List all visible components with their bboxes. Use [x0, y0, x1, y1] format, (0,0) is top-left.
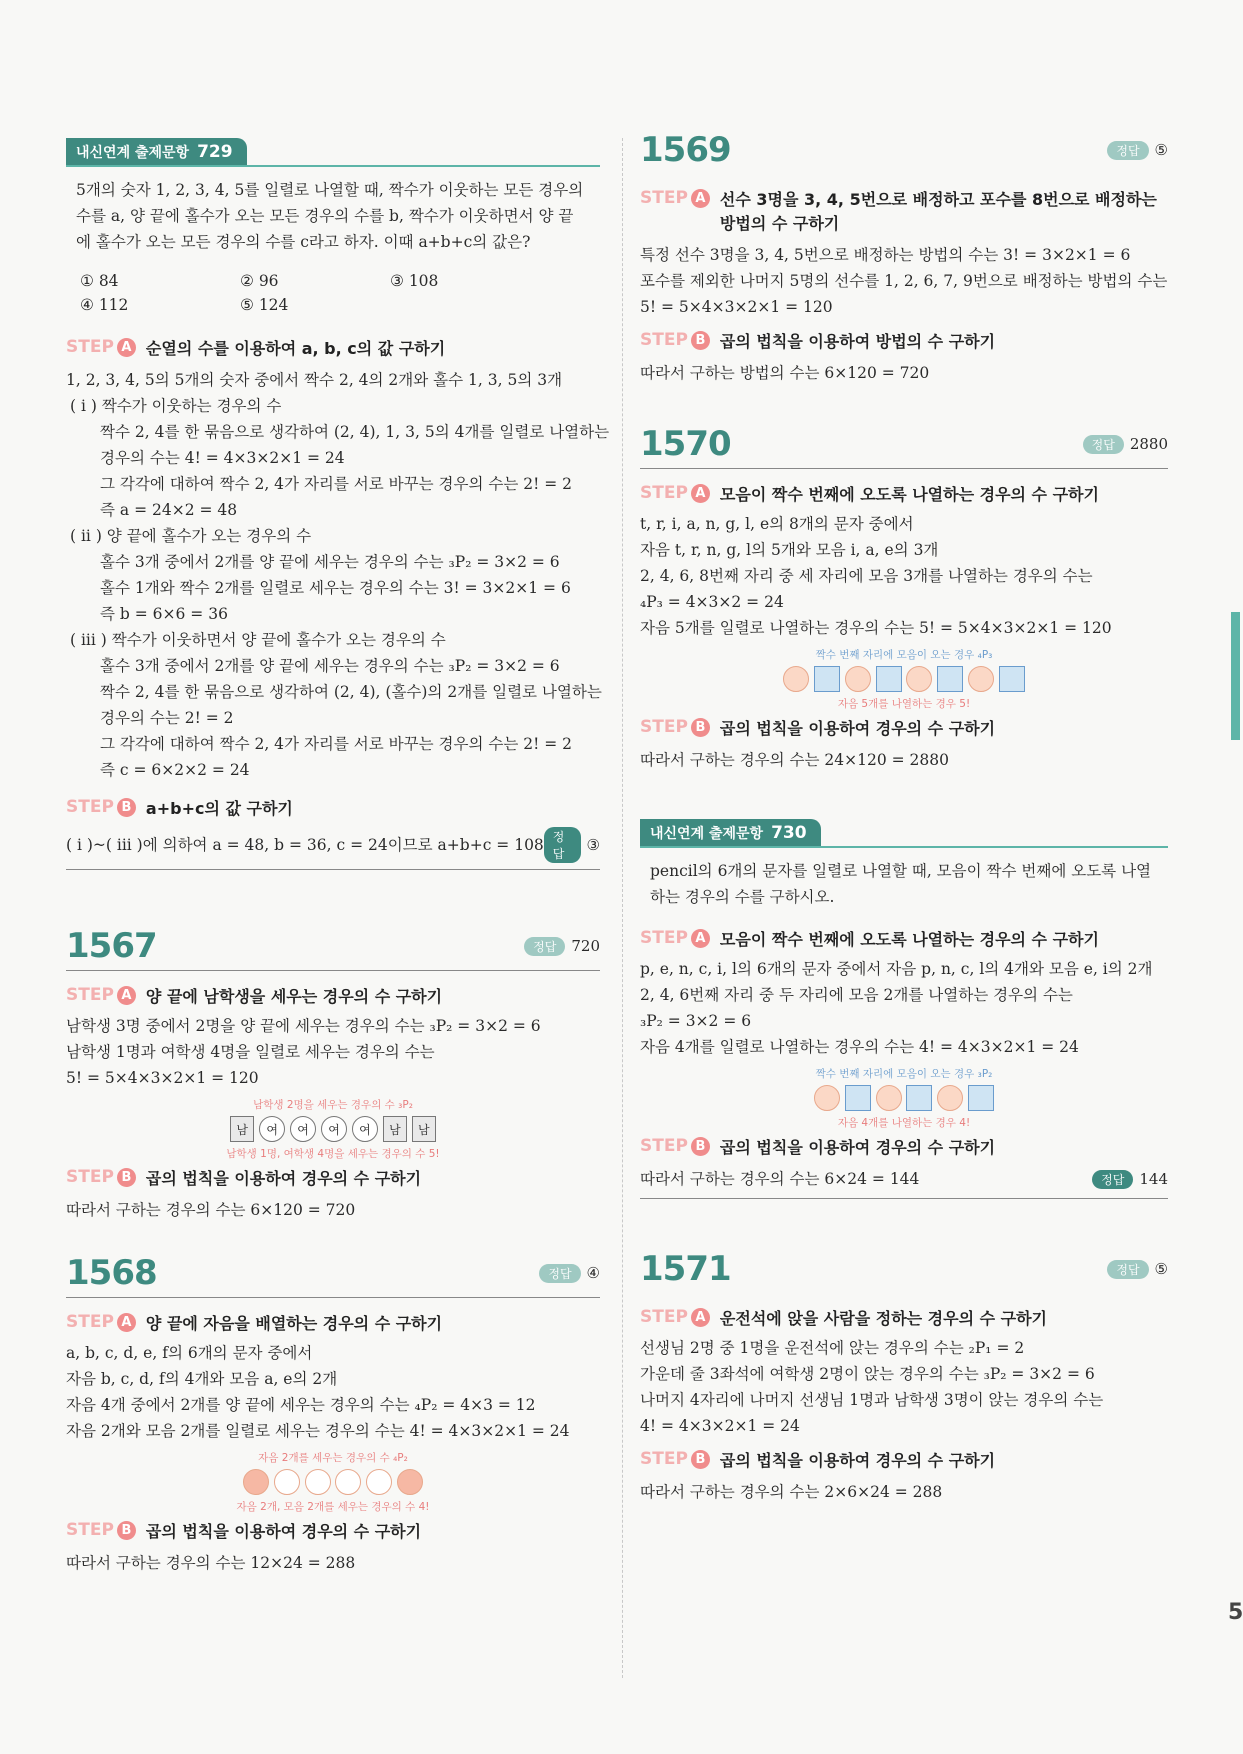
problem-number: 1567	[66, 926, 157, 966]
solution-line: 짝수 2, 4를 한 묶음으로 생각하여 (2, 4), 1, 3, 5의 4개를 일렬로 나열하는	[100, 423, 610, 441]
step-b-title: 곱의 법칙을 이용하여 방법의 수 구하기	[719, 332, 996, 351]
case-heading: ( i ) 짝수가 이웃하는 경우의 수	[70, 397, 282, 415]
solution-body	[640, 956, 1168, 1060]
choice-1: ① 84	[80, 272, 119, 290]
badge-number: 729	[197, 142, 233, 162]
question-line: 에 홀수가 오는 모든 경우의 수를 c라고 하자. 이때 a+b+c의 값은?	[76, 233, 531, 251]
solution-line: 짝수 2, 4를 한 묶음으로 생각하여 (2, 4), (홀수)의 2개를 일렬로 나열하는	[100, 683, 602, 701]
solution-line: 남학생 3명 중에서 2명을 양 끝에 세우는 경우의 수는 ₃P₂ = 3×2 = 6	[66, 1017, 541, 1035]
question-729-header	[66, 138, 600, 167]
problem-number: 1569	[640, 130, 731, 170]
step-b-label: STEP B	[640, 717, 710, 737]
step-b-label: STEP B	[640, 1136, 710, 1156]
answer-value: ⑤	[1154, 1260, 1168, 1278]
answer-pill: 정답	[539, 1264, 580, 1283]
step-circle: B	[691, 1137, 710, 1156]
answer	[524, 937, 600, 956]
diagram-caption-bottom: 자음 5개를 나열하는 경우 5!	[837, 698, 971, 710]
slot-circle	[366, 1469, 392, 1495]
answer-pill: 정답	[1107, 141, 1148, 160]
step-circle: B	[691, 1450, 710, 1469]
step-b-title: 곱의 법칙을 이용하여 경우의 수 구하기	[719, 1138, 996, 1157]
slot-circle	[305, 1469, 331, 1495]
step-b-label: STEP B	[640, 1449, 710, 1469]
diagram-caption-top: 남학생 2명을 세우는 경우의 수 ₃P₂	[253, 1099, 413, 1111]
step-b-title: 곱의 법칙을 이용하여 경우의 수 구하기	[145, 1522, 422, 1541]
left-column	[66, 138, 610, 1576]
problem-1569	[640, 130, 1168, 386]
step-b	[66, 1167, 600, 1191]
problem-1571	[640, 1249, 1168, 1505]
solution-line: 즉 b = 6×6 = 36	[100, 605, 228, 623]
step-b	[66, 797, 600, 821]
answer-value: 2880	[1129, 435, 1168, 453]
girl-circle: 여	[321, 1116, 347, 1142]
solution-line: 특정 선수 3명을 3, 4, 5번으로 배정하는 방법의 수는 3! = 3×2×1 = 6	[640, 246, 1131, 264]
answer	[1083, 435, 1168, 454]
consonant-circle	[906, 666, 932, 692]
step-a	[640, 188, 1168, 236]
step-a-label: STEP A	[66, 1312, 136, 1332]
vowel-square	[814, 666, 840, 692]
solution-line: p, e, n, c, i, l의 6개의 문자 중에서 자음 p, n, c, l의 4개와 모음 e, i의 2개	[640, 960, 1153, 978]
solution-line: 자음 b, c, d, f의 4개와 모음 a, e의 2개	[66, 1370, 338, 1388]
consonant-circle	[814, 1085, 840, 1111]
problem-header	[66, 1253, 600, 1298]
solution-body	[640, 242, 1168, 320]
solution-line: 5! = 5×4×3×2×1 = 120	[640, 298, 833, 316]
step-a-title: 순열의 수를 이용하여 a, b, c의 값 구하기	[145, 339, 446, 358]
answer	[1092, 1170, 1168, 1189]
choice-5: ⑤ 124	[240, 296, 289, 314]
solution-line: 자음 4개 중에서 2개를 양 끝에 세우는 경우의 수는 ₄P₂ = 4×3 = 12	[66, 1396, 536, 1414]
consonant-circle	[397, 1469, 423, 1495]
solution-body	[66, 1013, 600, 1091]
question-text	[76, 177, 592, 255]
final-line	[640, 1166, 1168, 1199]
arrangement-diagram	[784, 1066, 1024, 1130]
final-text: 따라서 구하는 방법의 수는 6×120 = 720	[640, 364, 930, 382]
final-text: 따라서 구하는 경우의 수는 6×24 = 144	[640, 1170, 920, 1188]
solution-line: 그 각각에 대하여 짝수 2, 4가 자리를 서로 바꾸는 경우의 수는 2! = 2	[100, 475, 573, 493]
side-tab	[1231, 612, 1240, 740]
step-b-label: STEP B	[66, 1167, 136, 1187]
choice-4: ④ 112	[80, 296, 129, 314]
page-number: 5	[1228, 1600, 1243, 1625]
solution-line: 자음 2개와 모음 2개를 일렬로 세우는 경우의 수는 4! = 4×3×2×1 = 24	[66, 1422, 570, 1440]
question-badge	[66, 138, 247, 165]
vowel-square	[906, 1085, 932, 1111]
arrangement-diagram	[223, 1097, 443, 1161]
final-text: 따라서 구하는 경우의 수는 6×120 = 720	[66, 1201, 356, 1219]
question-line: 하는 경우의 수를 구하시오.	[650, 888, 835, 906]
step-circle: A	[117, 986, 136, 1005]
solution-body	[640, 511, 1168, 641]
step-b	[640, 330, 1168, 354]
question-line: 수를 a, 양 끝에 홀수가 오는 모든 경우의 수를 b, 짝수가 이웃하면서 양 끝	[76, 207, 574, 225]
step-a	[640, 483, 1168, 507]
question-text	[650, 858, 1160, 910]
solution-line: 경우의 수는 2! = 2	[100, 709, 234, 727]
solution-line: 선생님 2명 중 1명을 운전석에 앉는 경우의 수는 ₂P₁ = 2	[640, 1339, 1025, 1357]
problem-number: 1571	[640, 1249, 731, 1289]
problem-1570	[640, 424, 1168, 773]
answer	[539, 1264, 600, 1283]
boy-box: 남	[412, 1116, 436, 1142]
vowel-square	[937, 666, 963, 692]
step-circle: A	[117, 338, 136, 357]
right-column	[640, 130, 1168, 1505]
problem-1567	[66, 926, 600, 1223]
solution-line: 나머지 4자리에 나머지 선생님 1명과 남학생 3명이 앉는 경우의 수는	[640, 1391, 1104, 1409]
question-729	[66, 138, 610, 870]
solution-line: 즉 a = 24×2 = 48	[100, 501, 238, 519]
boy-box: 남	[230, 1116, 254, 1142]
consonant-circle	[783, 666, 809, 692]
step-a-label: STEP A	[66, 337, 136, 357]
step-circle: A	[691, 484, 710, 503]
girl-circle: 여	[290, 1116, 316, 1142]
solution-line: 4! = 4×3×2×1 = 24	[640, 1417, 800, 1435]
step-circle: B	[117, 1168, 136, 1187]
solution-line: 가운데 줄 3좌석에 여학생 2명이 앉는 경우의 수는 ₃P₂ = 3×2 = 6	[640, 1365, 1095, 1383]
answer-choices	[80, 269, 600, 317]
question-730	[640, 819, 1168, 1199]
consonant-circle	[243, 1469, 269, 1495]
step-a-title: 모음이 짝수 번째에 오도록 나열하는 경우의 수 구하기	[719, 930, 1099, 949]
vowel-square	[845, 1085, 871, 1111]
step-b	[640, 1449, 1168, 1473]
solution-body	[66, 1340, 600, 1444]
step-b	[640, 1136, 1168, 1160]
solution-line: 자음 4개를 일렬로 나열하는 경우의 수는 4! = 4×3×2×1 = 24	[640, 1038, 1079, 1056]
solution-line: 2, 4, 6번째 자리 중 두 자리에 모음 2개를 나열하는 경우의 수는	[640, 986, 1073, 1004]
step-circle: A	[691, 1308, 710, 1327]
final-text: 따라서 구하는 경우의 수는 2×6×24 = 288	[640, 1483, 943, 1501]
solution-line: a, b, c, d, e, f의 6개의 문자 중에서	[66, 1344, 313, 1362]
step-a	[66, 985, 600, 1009]
answer-pill: 정답	[544, 827, 581, 863]
step-b-title: 곱의 법칙을 이용하여 경우의 수 구하기	[719, 719, 996, 738]
answer-value: ④	[586, 1264, 600, 1282]
diagram-row	[213, 1469, 453, 1495]
step-b-title: 곱의 법칙을 이용하여 경우의 수 구하기	[719, 1451, 996, 1470]
answer-value: 720	[571, 937, 600, 955]
consonant-circle	[845, 666, 871, 692]
case-heading: ( iii ) 짝수가 이웃하면서 양 끝에 홀수가 오는 경우의 수	[70, 631, 446, 649]
solution-line: 즉 c = 6×2×2 = 24	[100, 761, 250, 779]
answer-pill: 정답	[1107, 1260, 1148, 1279]
solution-line: 홀수 1개와 짝수 2개를 일렬로 세우는 경우의 수는 3! = 3×2×1 = 6	[100, 579, 571, 597]
step-b-label: STEP B	[66, 1520, 136, 1540]
diagram-caption-top: 짝수 번째 자리에 모음이 오는 경우 ₃P₂	[815, 1068, 993, 1080]
step-b-title: 곱의 법칙을 이용하여 경우의 수 구하기	[145, 1169, 422, 1188]
answer-pill: 정답	[1083, 435, 1124, 454]
step-a	[66, 1312, 600, 1336]
step-a-label: STEP A	[66, 985, 136, 1005]
step-a	[640, 1307, 1168, 1331]
slot-circle	[335, 1469, 361, 1495]
diagram-row	[774, 666, 1034, 692]
step-circle: B	[117, 798, 136, 817]
badge-number: 730	[771, 823, 807, 843]
step-b-title: a+b+c의 값 구하기	[145, 799, 293, 818]
step-circle: B	[691, 331, 710, 350]
step-circle: A	[691, 929, 710, 948]
consonant-circle	[937, 1085, 963, 1111]
problem-header	[66, 926, 600, 971]
badge-label: 내신연계 출제문항	[76, 145, 190, 161]
solution-line: ₃P₂ = 3×2 = 6	[640, 1012, 752, 1030]
answer	[544, 827, 600, 863]
diagram-caption-bottom: 자음 2개, 모음 2개를 세우는 경우의 수 4!	[236, 1501, 430, 1513]
final-text: 따라서 구하는 경우의 수는 24×120 = 2880	[640, 751, 949, 769]
step-a-title: 모음이 짝수 번째에 오도록 나열하는 경우의 수 구하기	[719, 485, 1099, 504]
question-line: pencil의 6개의 문자를 일렬로 나열할 때, 모음이 짝수 번째에 오도록 나열	[650, 862, 1152, 880]
slot-circle	[274, 1469, 300, 1495]
choice-2: ② 96	[240, 272, 279, 290]
arrangement-diagram	[774, 647, 1034, 711]
step-a-title-line: 방법의 수 구하기	[719, 214, 840, 233]
solution-line: 1, 2, 3, 4, 5의 5개의 숫자 중에서 짝수 2, 4의 2개와 홀수 1, 3, 5의 3개	[66, 371, 563, 389]
step-a-title	[720, 188, 1157, 236]
answer-pill: 정답	[524, 937, 565, 956]
answer	[1107, 1260, 1168, 1279]
girl-circle: 여	[259, 1116, 285, 1142]
boy-box: 남	[383, 1116, 407, 1142]
diagram-row	[223, 1116, 443, 1142]
girl-circle: 여	[352, 1116, 378, 1142]
problem-1568	[66, 1253, 600, 1576]
solution-line: ₄P₃ = 4×3×2 = 24	[640, 593, 784, 611]
step-a-label: STEP A	[640, 188, 710, 208]
solution-line: 자음 t, r, n, g, l의 5개와 모음 i, a, e의 3개	[640, 541, 939, 559]
step-circle: B	[691, 718, 710, 737]
solution-body	[640, 1335, 1168, 1439]
step-circle: B	[117, 1521, 136, 1540]
step-b-label: STEP B	[66, 797, 136, 817]
solution-line: 그 각각에 대하여 짝수 2, 4가 자리를 서로 바꾸는 경우의 수는 2! = 2	[100, 735, 573, 753]
step-circle: A	[117, 1313, 136, 1332]
step-b	[640, 717, 1168, 741]
step-a	[66, 337, 600, 361]
problem-header	[640, 424, 1168, 469]
badge-label: 내신연계 출제문항	[650, 826, 764, 842]
answer	[1107, 141, 1168, 160]
step-a-title: 운전석에 앉을 사람을 정하는 경우의 수 구하기	[719, 1309, 1048, 1328]
step-a-title: 양 끝에 자음을 배열하는 경우의 수 구하기	[145, 1314, 443, 1333]
diagram-caption-bottom: 자음 4개를 나열하는 경우 4!	[837, 1117, 971, 1129]
column-divider	[622, 138, 623, 1678]
question-badge	[640, 819, 821, 846]
final-text: 따라서 구하는 경우의 수는 12×24 = 288	[66, 1554, 356, 1572]
vowel-square	[876, 666, 902, 692]
solution-line: 2, 4, 6, 8번째 자리 중 세 자리에 모음 3개를 나열하는 경우의 수는	[640, 567, 1093, 585]
step-b	[66, 1520, 600, 1544]
choice-3: ③ 108	[390, 272, 439, 290]
answer-value: ③	[586, 836, 600, 854]
solution-line: 자음 5개를 일렬로 나열하는 경우의 수는 5! = 5×4×3×2×1 = 120	[640, 619, 1112, 637]
step-a-title: 양 끝에 남학생을 세우는 경우의 수 구하기	[145, 987, 443, 1006]
solution-body	[66, 367, 610, 783]
vowel-square	[999, 666, 1025, 692]
final-line	[66, 827, 600, 870]
consonant-circle	[876, 1085, 902, 1111]
problem-header	[640, 1249, 1168, 1293]
arrangement-diagram	[213, 1450, 453, 1514]
solution-line: 5! = 5×4×3×2×1 = 120	[66, 1069, 259, 1087]
step-a-label: STEP A	[640, 1307, 710, 1327]
step-circle: A	[691, 189, 710, 208]
final-text: ( i )~( iii )에 의하여 a = 48, b = 36, c = 24이므로 a+b+c = 108	[66, 836, 544, 854]
diagram-caption-top: 자음 2개를 세우는 경우의 수 ₄P₂	[258, 1452, 408, 1464]
question-730-header	[640, 819, 1168, 848]
problem-number: 1570	[640, 424, 731, 464]
solution-line: 경우의 수는 4! = 4×3×2×1 = 24	[100, 449, 345, 467]
consonant-circle	[968, 666, 994, 692]
case-heading: ( ii ) 양 끝에 홀수가 오는 경우의 수	[70, 527, 312, 545]
problem-number: 1568	[66, 1253, 157, 1293]
solution-line: 홀수 3개 중에서 2개를 양 끝에 세우는 경우의 수는 ₃P₂ = 3×2 = 6	[100, 553, 560, 571]
step-b-label: STEP B	[640, 330, 710, 350]
diagram-row	[784, 1085, 1024, 1111]
step-a-label: STEP A	[640, 928, 710, 948]
solution-line: 남학생 1명과 여학생 4명을 일렬로 세우는 경우의 수는	[66, 1043, 435, 1061]
step-a	[640, 928, 1168, 952]
diagram-caption-bottom: 남학생 1명, 여학생 4명을 세우는 경우의 수 5!	[226, 1148, 440, 1160]
answer-value: ⑤	[1154, 141, 1168, 159]
question-line: 5개의 숫자 1, 2, 3, 4, 5를 일렬로 나열할 때, 짝수가 이웃하는 모든 경우의	[76, 181, 584, 199]
solution-line: 홀수 3개 중에서 2개를 양 끝에 세우는 경우의 수는 ₃P₂ = 3×2 = 6	[100, 657, 560, 675]
vowel-square	[968, 1085, 994, 1111]
solution-line: 포수를 제외한 나머지 5명의 선수를 1, 2, 6, 7, 9번으로 배정하는 방법의 수는	[640, 272, 1168, 290]
solution-line: t, r, i, a, n, g, l, e의 8개의 문자 중에서	[640, 515, 914, 533]
step-a-label: STEP A	[640, 483, 710, 503]
answer-pill: 정답	[1092, 1170, 1133, 1189]
problem-header	[640, 130, 1168, 174]
diagram-caption-top: 짝수 번째 자리에 모음이 오는 경우 ₄P₃	[815, 649, 993, 661]
step-a-title-line: 선수 3명을 3, 4, 5번으로 배정하고 포수를 8번으로 배정하는	[719, 190, 1157, 209]
answer-value: 144	[1139, 1170, 1168, 1188]
